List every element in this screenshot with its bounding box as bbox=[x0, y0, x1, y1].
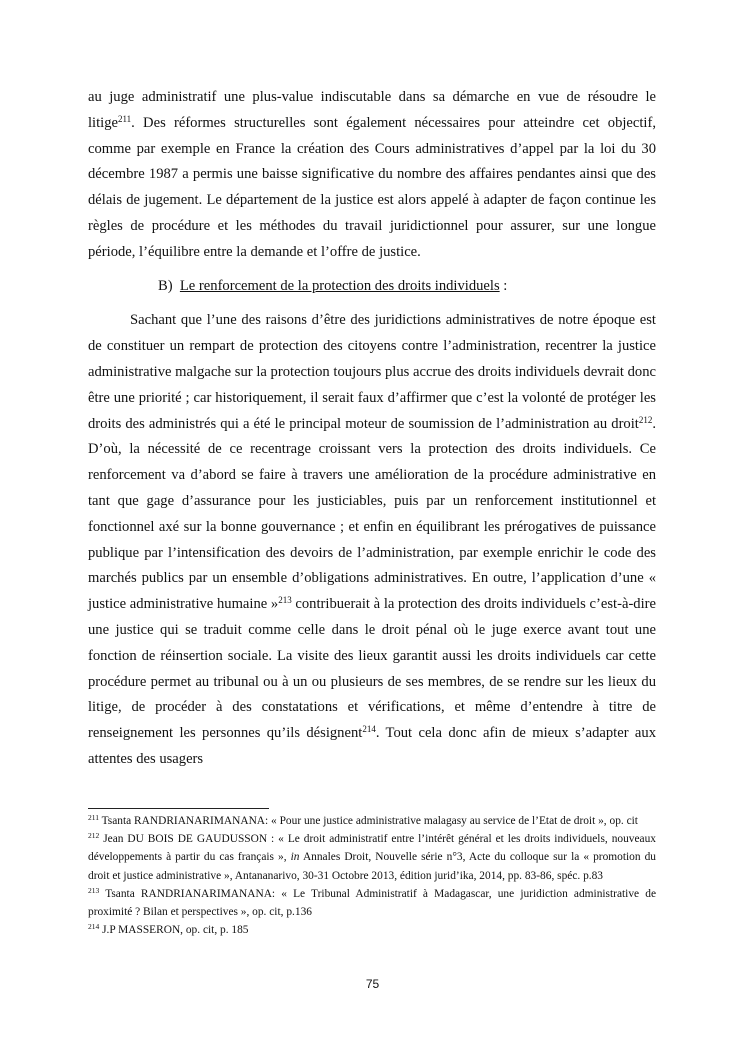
paragraph-main: Sachant que l’une des raisons d’être des juridictions administratives de notre époque est de constituer un rempart de protection des citoyens contre l’administration, recentrer la justice administrative malgache sur la protection toujours plus accrue des droits individuels devrait donc être une priorité ; car historiquement, il serait faux d’affirmer que c’est la volonté de protéger les droits des administrés qui a été le principal moteur de soumission de l’administration au droit$^{212}$. D’où, la nécessité de ce recentrage croissant vers la protection des droits individuels. Ce renforcement va d’abord se faire à travers une amélioration de la procédure administrative en tant que gage d’assurance pour les justiciables, puis par un renforcement institutionnel et fonctionnel axé sur la bonne gouvernance ; et enfin en équilibrant les prérogatives de puissance publique par l’intensification des devoirs de l’administration, par exemple enrichir le code des marchés publics par un ensemble d’obligations administratives. En outre, l’application d’une « justice administrative humaine »$^{213}$ contribuerait à la protection des droits individuels c’est-à-dire une justice qui se traduit comme celle dans le droit pénal où le juge exerce avant tout une fonction de réinsertion sociale. La visite des lieux garantit aussi les droits individuels car cette procédure permet au tribunal ou à un ou plusieurs de ses membres, de se rendre sur les lieux du litige, de procéder à des constatations et vérifications, et même d’entendre à titre de renseignement les personnes qu’ils désignent$^{214}$. Tout cela donc afin de mieux s’adapter aux attentes des usagers bbox=[88, 312, 657, 767]
footnote-211: $^{211}$ Tsanta RANDRIANARIMANANA: « Pour une justice administrative malagasy au service de l’Etat de droit », op. cit bbox=[88, 813, 638, 827]
footnote-213: $^{213}$ Tsanta RANDRIANARIMANANA: « Le Tribunal Administratif à Madagascar, une juridiction administrative de proximité ? Bilan et perspectives », op. cit, p.136 bbox=[88, 885, 656, 919]
body-text bbox=[88, 85, 656, 773]
paragraph-intro: au juge administratif une plus-value indiscutable dans sa démarche en vue de résoudre le litige$^{211}$. Des réformes structurelles sont également nécessaires pour atteindre cet objectif, comme par exemple en France la création des Cours administratives d’appel par la loi du 30 décembre 1987 a permis une baisse significative du nombre des affaires pendantes ainsi que des délais de jugement. Le département de la justice est alors appelé à adapter de façon continue les règles de procédure et les méthodes du travail juridictionnel pour assurer, sur une longue période, l’équilibre entre la demande et l’offre de justice. bbox=[88, 89, 656, 260]
section-title: Le renforcement de la protection des droits individuels bbox=[179, 277, 500, 294]
page-number: 75 bbox=[365, 977, 380, 991]
footnote-ref-212[interactable]: 212 bbox=[638, 414, 653, 425]
footnote-212: $^{212}$ Jean DU BOIS DE GAUDUSSON : « Le droit administratif entre l’intérêt général et les droits individuels, nouveaux développements à partir du cas français », in Annales Droit, Nouvelle série n°3, Acte du colloque sur la « promotion du droit et justice administrative », Antananarivo, 30-31 Octobre 2013, édition jurid’ika, 2014, pp. 83-86, spéc. p.83 bbox=[88, 831, 657, 882]
footnote-214: $^{214}$ J.P MASSERON, op. cit, p. 185 bbox=[88, 922, 249, 937]
footnote-separator bbox=[88, 808, 269, 809]
footnote-ref-211[interactable]: 211 bbox=[118, 113, 132, 124]
footnote-ref-214[interactable]: 214 bbox=[362, 724, 376, 735]
section-heading: B) Le renforcement de la protection des droits individuels : bbox=[158, 277, 508, 294]
footnote-ref-213[interactable]: 213 bbox=[278, 595, 292, 606]
footnotes bbox=[88, 812, 656, 939]
section-marker: B) bbox=[158, 277, 173, 294]
